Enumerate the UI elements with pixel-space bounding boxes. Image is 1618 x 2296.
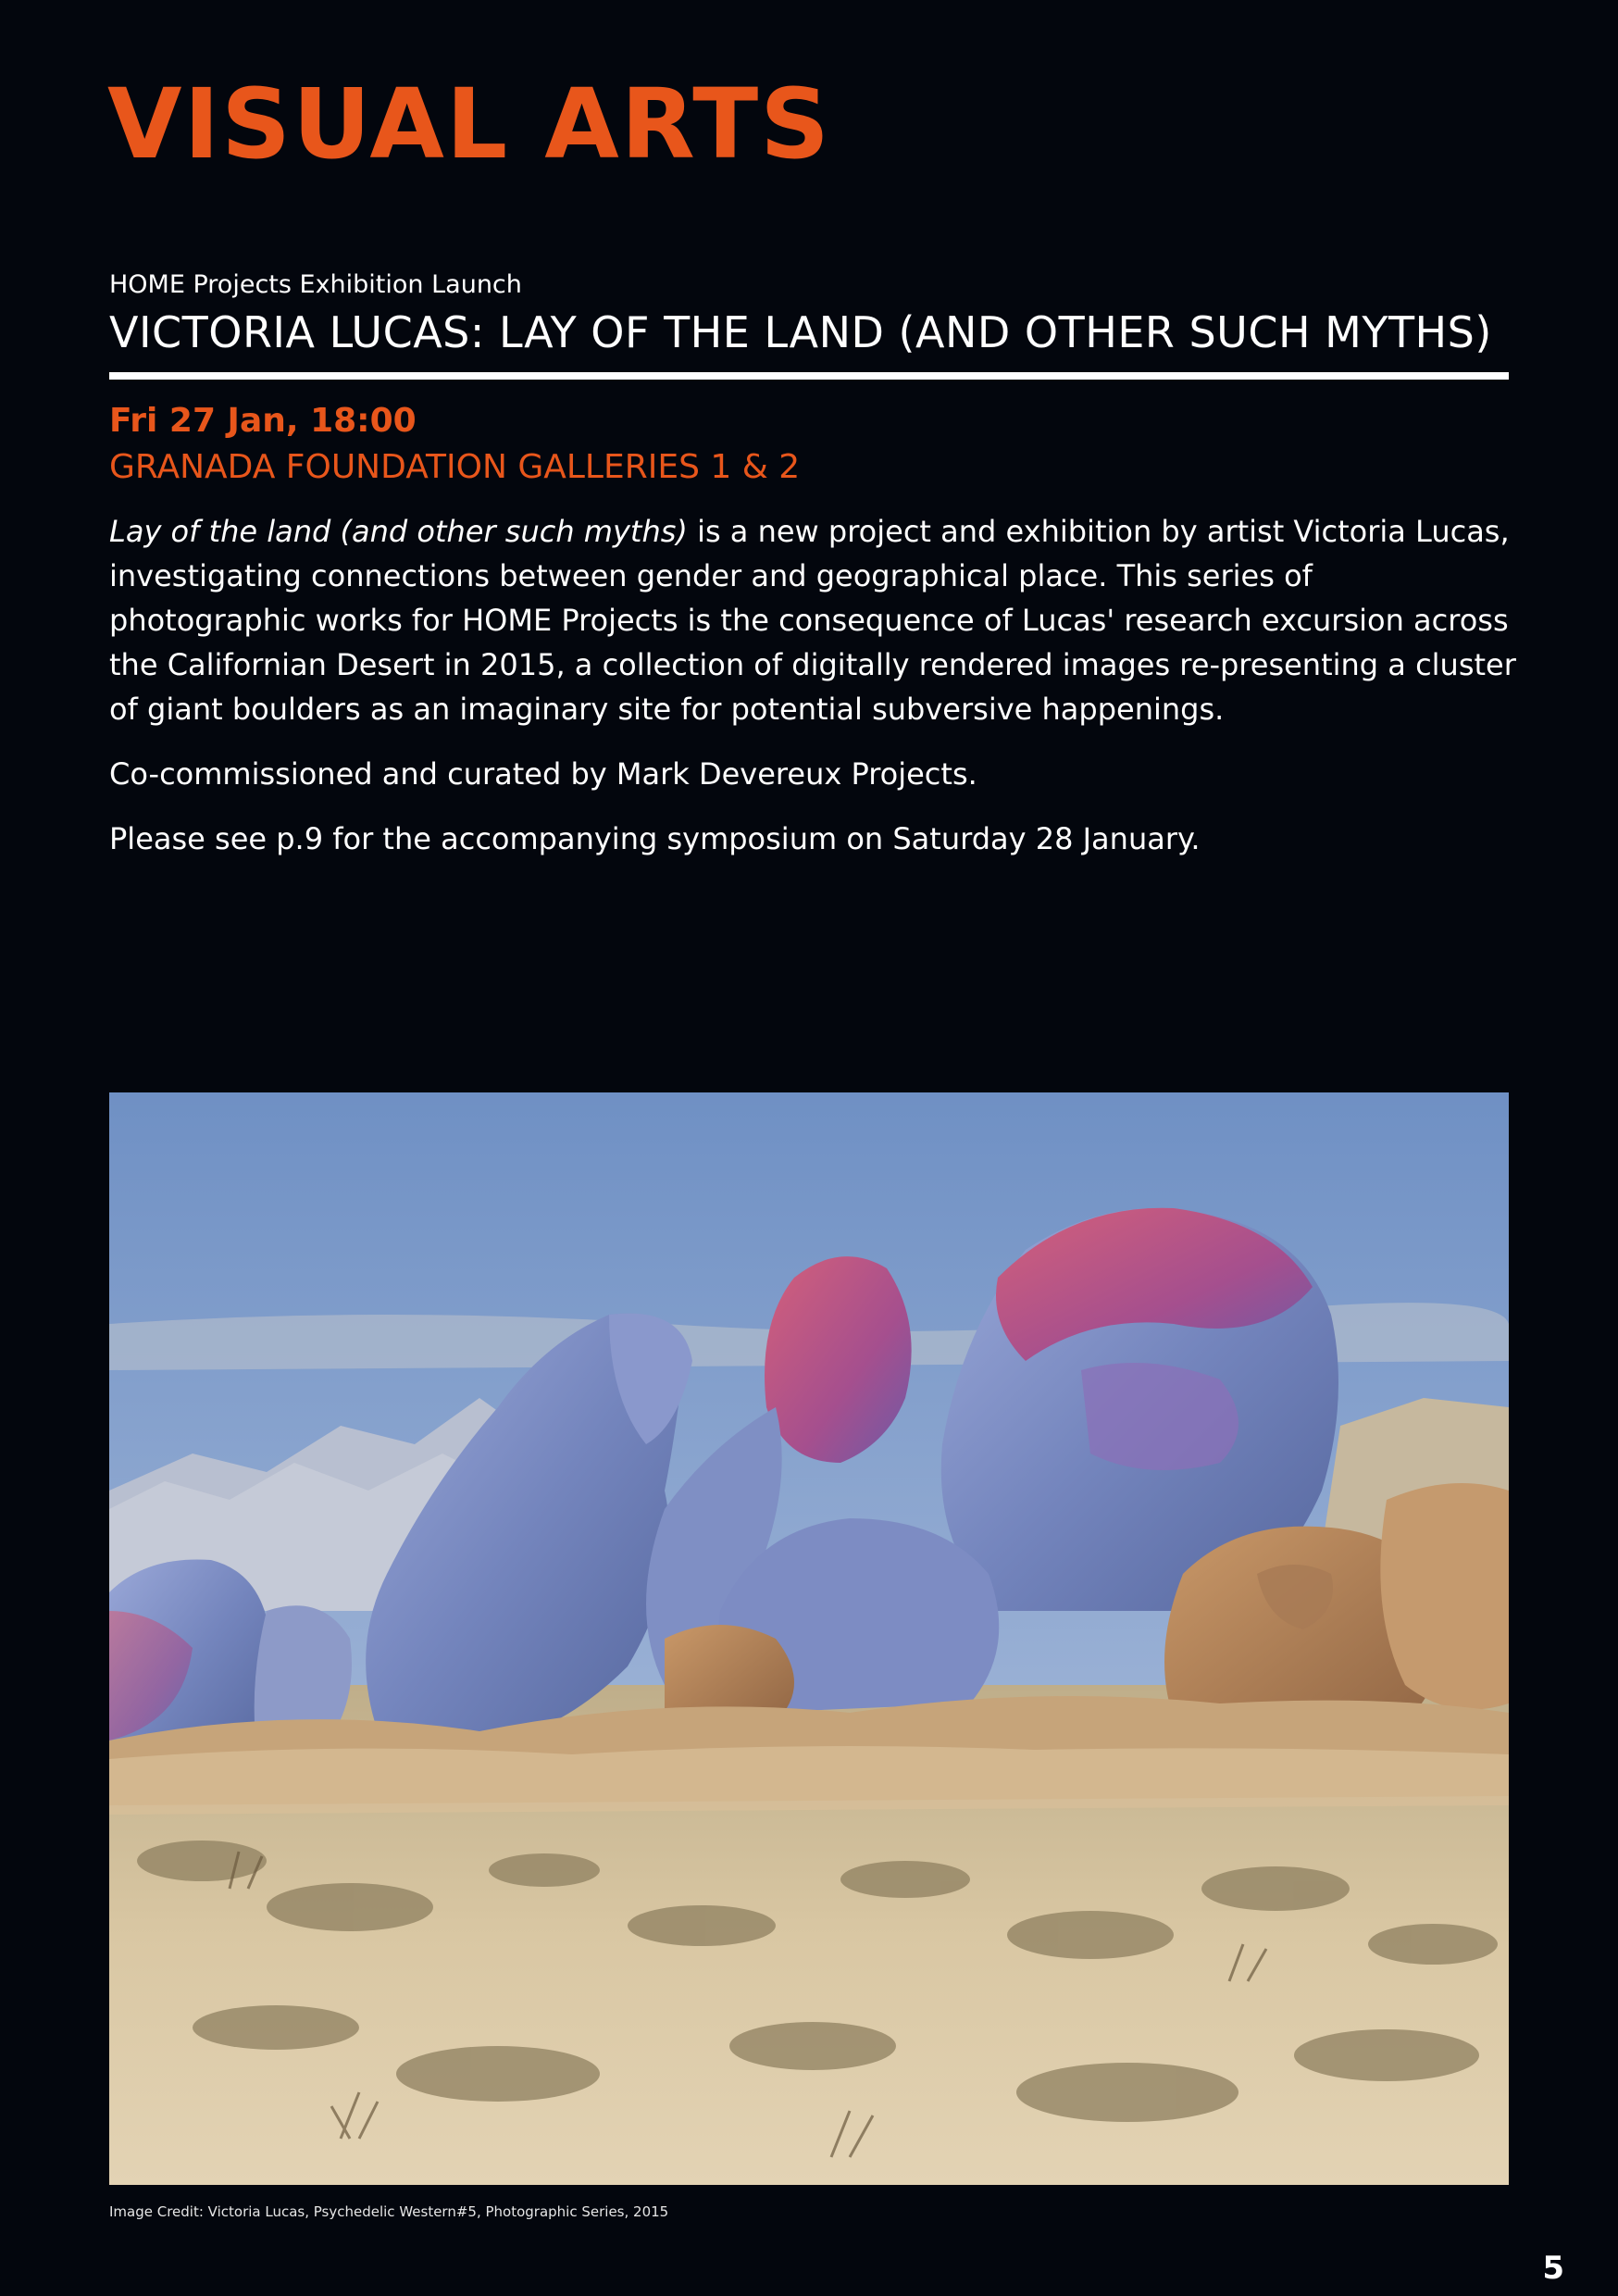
exhibition-photo	[109, 1092, 1509, 2185]
section-title: VISUAL ARTS	[107, 68, 832, 181]
description-paragraph-1	[109, 509, 1516, 731]
title-divider	[109, 372, 1509, 380]
description-text: is a new project and exhibition by artist Victoria Lucas, investigating connections between gender and geographical place. This series of photographic works for HOME Projects is the consequence of Lucas' research excursion across the Californian Desert in 2015, a collection of digitally rendered images re-presenting a cluster of giant boulders as an imaginary site for potential subversive happenings.	[109, 514, 1516, 727]
event-title: VICTORIA LUCAS: LAY OF THE LAND (AND OTHER SUCH MYTHS)	[109, 307, 1492, 357]
event-kicker: HOME Projects Exhibition Launch	[109, 270, 522, 299]
description-paragraph-3: Please see p.9 for the accompanying symposium on Saturday 28 January.	[109, 821, 1201, 856]
project-title-italic: Lay of the land (and other such myths)	[109, 514, 688, 549]
description-paragraph-2: Co-commissioned and curated by Mark Devereux Projects.	[109, 756, 977, 792]
image-credit: Image Credit: Victoria Lucas, Psychedelic Western#5, Photographic Series, 2015	[109, 2203, 669, 2220]
event-date: Fri 27 Jan, 18:00	[109, 402, 417, 440]
event-description	[109, 509, 1516, 881]
event-venue: GRANADA FOUNDATION GALLERIES 1 & 2	[109, 448, 801, 486]
page-number: 5	[1542, 2250, 1564, 2287]
